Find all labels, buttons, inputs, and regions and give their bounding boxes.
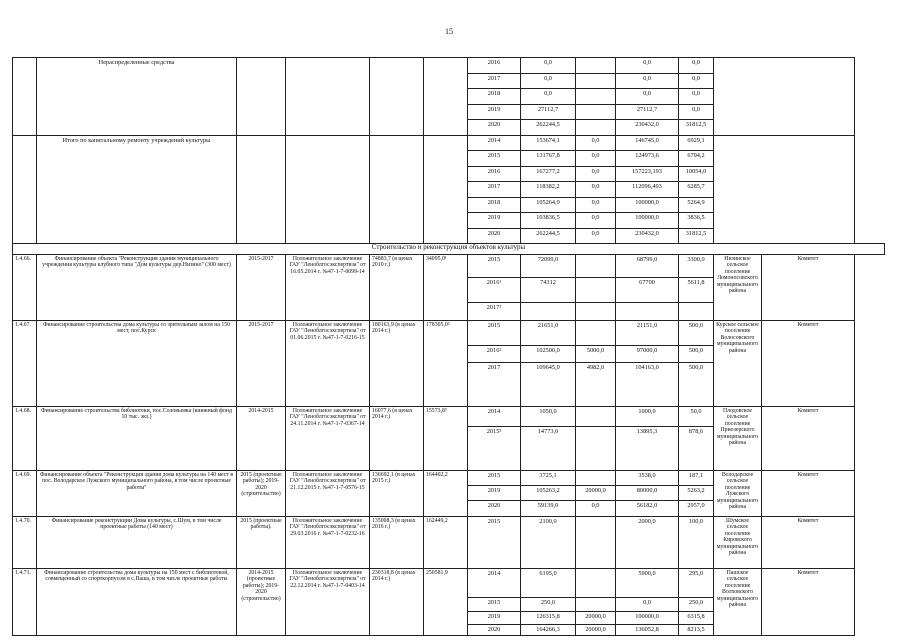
federal-cell: 20000,0	[576, 612, 616, 625]
regional-cell: 68799,0	[616, 255, 679, 278]
item-number: 1.4.68.	[13, 407, 37, 471]
item-name: Финансирование объекта "Реконструкция здания дома культуры на 140 мест в пос. Володарское Лужского муниципального района, в том числе проектные работы"	[37, 471, 237, 517]
item-balance: 15573,8³	[424, 407, 468, 471]
period-cell	[237, 58, 286, 136]
item-cost: 135008,3 (в ценах 2016 г.)	[370, 517, 424, 569]
federal-cell	[576, 89, 616, 105]
item-balance: 164402,2	[424, 471, 468, 517]
total-cell: 105263,2	[521, 486, 576, 501]
federal-cell	[576, 517, 616, 569]
regional-cell: 80000,0	[616, 486, 679, 501]
total-cell: 167277,2	[521, 166, 576, 182]
total-cell: 21651,0	[521, 321, 576, 346]
regional-cell: 0,0	[616, 89, 679, 105]
item-responsible: Комитет	[762, 517, 855, 569]
item-period: 2015-2017	[237, 255, 286, 321]
item-recipient: Курское сельское поселение Волосовского муниципального района	[714, 321, 762, 407]
total-cell: 27112,7	[521, 104, 576, 120]
item-expertise: Положительное заключение ГАУ "Леноблгосэкспертиза" от 22.12.2014 г. №47-1-7-0403-14	[286, 569, 370, 636]
year-cell: 2020	[468, 625, 521, 636]
local-cell: 31812,5	[679, 120, 714, 136]
regional-cell: 1000,0	[616, 407, 679, 427]
regional-cell: 230432,0	[616, 228, 679, 244]
item-number: 1.4.69.	[13, 471, 37, 517]
local-cell: 0,0	[679, 104, 714, 120]
year-cell: 2020	[468, 120, 521, 136]
balance-cell	[424, 135, 468, 244]
item-balance: 34095,0¹	[424, 255, 468, 321]
total-cell: 153674,1	[521, 135, 576, 151]
item-name: Финансирование реконструкции Дома культуры, с.Шум, в том числе проектные работы (140 мест)	[37, 517, 237, 569]
item-number: 1.4.70.	[13, 517, 37, 569]
year-cell: 2015	[468, 151, 521, 167]
year-cell: 2017	[468, 363, 521, 407]
federal-cell: 0,0	[576, 166, 616, 182]
item-responsible: Комитет	[762, 569, 855, 636]
item-row	[13, 517, 885, 569]
total-cell: 14773,0	[521, 427, 576, 471]
year-cell: 2018	[468, 197, 521, 213]
local-cell: 5264,9	[679, 197, 714, 213]
item-name: Финансирование строительства библиотеки, пос.Соловьевка (книжный фонд 10 тыс. экз.)	[37, 407, 237, 471]
total-cell: 72099,0	[521, 255, 576, 278]
item-row	[13, 471, 885, 486]
regional-cell: 67700	[616, 278, 679, 303]
recipient-cell	[714, 135, 855, 244]
local-cell: 295,0	[679, 569, 714, 598]
total-cell: 0,0	[521, 89, 576, 105]
regional-cell: 0,0	[616, 598, 679, 612]
year-cell: 2015	[468, 321, 521, 346]
federal-cell: 0,0	[576, 135, 616, 151]
regional-cell: 124973,6	[616, 151, 679, 167]
recipient-cell	[714, 58, 855, 136]
item-expertise: Положительное заключение ГАУ "Леноблгосэкспертиза" от 16.05.2014 г. №47-1-7-0099-14	[286, 255, 370, 321]
year-cell: 2017	[468, 73, 521, 89]
item-responsible: Комитет	[762, 407, 855, 471]
year-cell: 2019	[468, 486, 521, 501]
local-cell: 2957,0	[679, 501, 714, 517]
item-responsible: Комитет	[762, 321, 855, 407]
item-balance: 162449,2	[424, 517, 468, 569]
local-cell: 250,0	[679, 598, 714, 612]
regional-cell: 146745,0	[616, 135, 679, 151]
local-cell: 500,0	[679, 321, 714, 346]
regional-cell: 56182,0	[616, 501, 679, 517]
program-table	[12, 57, 885, 636]
total-cell: 6195,0	[521, 569, 576, 598]
year-cell: 2017²	[468, 303, 521, 321]
regional-cell: 0,0	[616, 73, 679, 89]
federal-cell: 0,0	[576, 182, 616, 198]
local-cell: 500,0	[679, 346, 714, 363]
item-number: 1.4.66.	[13, 255, 37, 321]
local-cell: 5611,8	[679, 278, 714, 303]
item-name: Финансирование объекта "Реконструкция здания муниципального учреждения культуры клубного типа "Дом культуры дер.Низино" (300 мест)	[37, 255, 237, 321]
total-cell: 126315,8	[521, 612, 576, 625]
local-cell: 187,1	[679, 471, 714, 486]
regional-cell: 13895,3	[616, 427, 679, 471]
regional-cell: 0,0	[616, 58, 679, 74]
year-cell: 2015³	[468, 427, 521, 471]
total-cell: 0,0	[521, 73, 576, 89]
item-expertise: Положительное заключение ГАУ "Леноблгосэкспертиза" от 01.06.2015 г. №47-1-7-0216-15	[286, 321, 370, 407]
period-cell	[237, 135, 286, 244]
federal-cell: 0,0	[576, 501, 616, 517]
undistributed-row	[13, 58, 885, 74]
total-cell	[521, 303, 576, 321]
local-cell: 6285,7	[679, 182, 714, 198]
item-recipient: Низинское сельское поселение Ломоносовского муниципального района	[714, 255, 762, 321]
local-cell: 6315,8	[679, 612, 714, 625]
local-cell: 3300,0	[679, 255, 714, 278]
item-name: Финансирование строительства дома культуры со зрительным залом на 150 мест, пос.Курск	[37, 321, 237, 407]
undistributed-label: Нераспределенные средства	[37, 58, 237, 136]
item-row	[13, 255, 885, 278]
year-cell: 2017	[468, 182, 521, 198]
total-cell: 3725,1	[521, 471, 576, 486]
local-cell: 500,0	[679, 363, 714, 407]
local-cell: 0,0	[679, 73, 714, 89]
local-cell: 10054,0	[679, 166, 714, 182]
regional-cell: 97000,0	[616, 346, 679, 363]
total-cell: 250,0	[521, 598, 576, 612]
federal-cell	[576, 321, 616, 346]
federal-cell	[576, 58, 616, 74]
balance-cell	[424, 58, 468, 136]
local-cell	[679, 303, 714, 321]
year-cell: 2016	[468, 166, 521, 182]
year-cell: 2018	[468, 89, 521, 105]
year-cell: 2019	[468, 213, 521, 229]
year-cell: 2015	[468, 517, 521, 569]
federal-cell: 0,0	[576, 213, 616, 229]
item-recipient: Володарское сельское поселение Лужского муниципального района	[714, 471, 762, 517]
item-number: 1.4.67.	[13, 321, 37, 407]
total-cell: 262244,5	[521, 228, 576, 244]
item-period: 2015 (проектные работы); 2019-2020 (строительство)	[237, 471, 286, 517]
federal-cell: 20000,0	[576, 486, 616, 501]
cost-cell	[370, 58, 424, 136]
regional-cell: 100000,0	[616, 197, 679, 213]
year-cell: 2015	[468, 471, 521, 486]
number-cell	[13, 135, 37, 244]
regional-cell: 136052,8	[616, 625, 679, 636]
regional-cell: 112096,493	[616, 182, 679, 198]
item-cost: 136692,1 (в ценах 2015 г.)	[370, 471, 424, 517]
item-number: 1.4.71.	[13, 569, 37, 636]
regional-cell: 100000,0	[616, 612, 679, 625]
local-cell: 6794,2	[679, 151, 714, 167]
federal-cell: 0,0	[576, 228, 616, 244]
total-cell: 59139,0	[521, 501, 576, 517]
federal-cell	[576, 471, 616, 486]
section-heading-row	[13, 244, 885, 255]
total-cell: 0,0	[521, 58, 576, 74]
regional-cell: 3538,0	[616, 471, 679, 486]
year-cell: 2015	[468, 255, 521, 278]
regional-cell: 100000,0	[616, 213, 679, 229]
federal-cell	[576, 407, 616, 427]
federal-cell	[576, 427, 616, 471]
item-expertise: Положительное заключение ГАУ "Леноблгосэкспертиза" от 24.11.2014 г. №47-1-7-0367-14	[286, 407, 370, 471]
item-expertise: Положительное заключение ГАУ "Леноблгосэкспертиза" от 21.12.2015 г. №47-1-7-0576-15	[286, 471, 370, 517]
item-balance: 250581,9	[424, 569, 468, 636]
total-repair-row	[13, 135, 885, 151]
number-cell	[13, 58, 37, 136]
cost-cell	[370, 135, 424, 244]
item-cost: 180163,9 (в ценах 2014 г.)	[370, 321, 424, 407]
year-cell: 2014	[468, 135, 521, 151]
regional-cell: 104163,0	[616, 363, 679, 407]
federal-cell: 0,0	[576, 151, 616, 167]
item-cost: 16077,6 (в ценах 2014 г.)	[370, 407, 424, 471]
expertise-cell	[286, 135, 370, 244]
federal-cell	[576, 303, 616, 321]
total-cell: 1050,0	[521, 407, 576, 427]
item-row	[13, 569, 885, 598]
item-recipient: Пашское сельское поселение Волховского муниципального района	[714, 569, 762, 636]
total-cell: 74312	[521, 278, 576, 303]
item-period: 2014-2015 (проектные работы); 2019-2020 (строительство)	[237, 569, 286, 636]
year-cell: 2015	[468, 598, 521, 612]
section-title: Строительство и реконструкция объектов культуры	[13, 244, 885, 255]
year-cell: 2020	[468, 501, 521, 517]
total-cell: 2100,0	[521, 517, 576, 569]
year-cell: 2014	[468, 407, 521, 427]
federal-cell	[576, 598, 616, 612]
item-responsible: Комитет	[762, 471, 855, 517]
federal-cell: 0,0	[576, 197, 616, 213]
local-cell: 0,0	[679, 89, 714, 105]
expertise-cell	[286, 58, 370, 136]
federal-cell	[576, 569, 616, 598]
local-cell: 3836,5	[679, 213, 714, 229]
year-cell: 2016	[468, 58, 521, 74]
local-cell: 50,0	[679, 407, 714, 427]
year-cell: 2020	[468, 228, 521, 244]
federal-cell	[576, 73, 616, 89]
page-number: 15	[445, 27, 453, 36]
federal-cell	[576, 255, 616, 278]
year-cell: 2019	[468, 104, 521, 120]
item-period: 2014-2015	[237, 407, 286, 471]
total-cell: 105264,9	[521, 197, 576, 213]
regional-cell: 5900,0	[616, 569, 679, 598]
local-cell: 0,0	[679, 58, 714, 74]
local-cell: 6929,1	[679, 135, 714, 151]
item-recipient: Плодовское сельское поселение Приозерского муниципального района	[714, 407, 762, 471]
total-cell: 164266,3	[521, 625, 576, 636]
year-cell: 2016²	[468, 346, 521, 363]
item-row	[13, 407, 885, 427]
regional-cell: 230432,0	[616, 120, 679, 136]
item-cost: 230318,8 (в ценах 2014 г.)	[370, 569, 424, 636]
year-cell: 2014	[468, 569, 521, 598]
item-responsible: Комитет	[762, 255, 855, 321]
regional-cell: 157223,193	[616, 166, 679, 182]
total-cell: 102500,0	[521, 346, 576, 363]
regional-cell: 27112,7	[616, 104, 679, 120]
total-cell: 262244,5	[521, 120, 576, 136]
item-expertise: Положительное заключение ГАУ "Леноблгосэкспертиза" от 29.03.2016 г. №47-1-7-0232-16	[286, 517, 370, 569]
total-cell: 103836,5	[521, 213, 576, 229]
federal-cell: 5000,0	[576, 346, 616, 363]
total-repair-label: Итого по капитальному ремонту учреждений культуры	[37, 135, 237, 244]
total-cell: 118382,2	[521, 182, 576, 198]
item-period: 2015 (проектные работы).	[237, 517, 286, 569]
federal-cell	[576, 104, 616, 120]
total-cell: 131767,8	[521, 151, 576, 167]
item-name: Финансирование строительства дома культуры на 150 мест с библиотекой, совмещенный со спорткорпусом в с.Паша, в том числе проектные работы	[37, 569, 237, 636]
local-cell: 100,0	[679, 517, 714, 569]
total-cell: 109645,0	[521, 363, 576, 407]
local-cell: 878,6	[679, 427, 714, 471]
item-balance: 178305,0²	[424, 321, 468, 407]
local-cell: 5263,2	[679, 486, 714, 501]
year-cell: 2019	[468, 612, 521, 625]
item-recipient: Шумское сельское поселение Кировского муниципального района	[714, 517, 762, 569]
federal-cell	[576, 278, 616, 303]
item-row	[13, 321, 885, 346]
regional-cell: 2000,0	[616, 517, 679, 569]
federal-cell	[576, 120, 616, 136]
year-cell: 2016¹	[468, 278, 521, 303]
item-cost: 74883,7 (в ценах 2010 г.)	[370, 255, 424, 321]
local-cell: 8213,5	[679, 625, 714, 636]
federal-cell: 20000,0	[576, 625, 616, 636]
item-period: 2015-2017	[237, 321, 286, 407]
regional-cell	[616, 303, 679, 321]
regional-cell: 21151,0	[616, 321, 679, 346]
federal-cell: 4982,0	[576, 363, 616, 407]
local-cell: 31812,5	[679, 228, 714, 244]
